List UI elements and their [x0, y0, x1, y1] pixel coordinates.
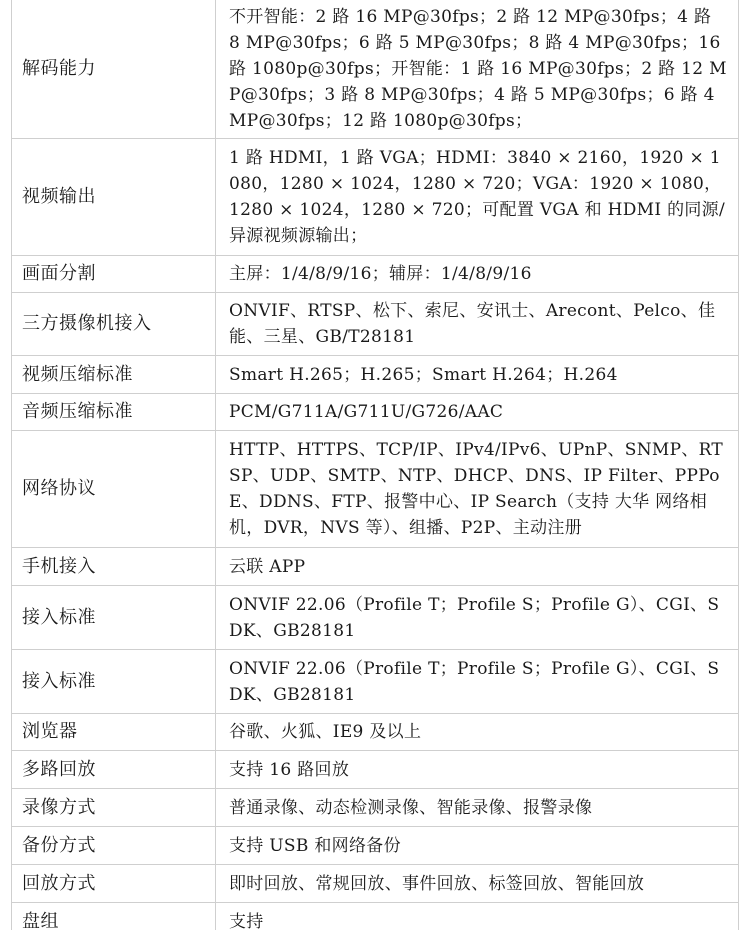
row-value: HTTP、HTTPS、TCP/IP、IPv4/IPv6、UPnP、SNMP、RTSP、UDP、SMTP、NTP、DHCP、DNS、IP Filter、PPPoE、DDNS、FTP、报警中心、IP Search（支持 大华 网络相机，DVR，NVS 等）、组播、P2P、主动注册: [216, 431, 739, 548]
row-label: 解码能力: [12, 0, 216, 139]
row-value: Smart H.265；H.265；Smart H.264；H.264: [216, 356, 739, 394]
row-label: 三方摄像机接入: [12, 293, 216, 356]
row-label: 接入标准: [12, 650, 216, 714]
row-value: 云联 APP: [216, 548, 739, 586]
row-value: 支持 USB 和网络备份: [216, 827, 739, 865]
row-value: 1 路 HDMI，1 路 VGA；HDMI：3840 × 2160，1920 × 1080，1280 × 1024，1280 × 720；VGA：1920 × 1080，1280 × 1024，1280 × 720；可配置 VGA 和 HDMI 的同源/异源视频源输出；: [216, 139, 739, 256]
row-value: ONVIF 22.06（Profile T；Profile S；Profile G）、CGI、SDK、GB28181: [216, 650, 739, 714]
row-value: 谷歌、火狐、IE9 及以上: [216, 714, 739, 751]
row-value: 不开智能：2 路 16 MP@30fps；2 路 12 MP@30fps；4 路 8 MP@30fps；6 路 5 MP@30fps；8 路 4 MP@30fps；16 路 1080p@30fps；开智能：1 路 16 MP@30fps；2 路 12 MP@30fps；3 路 8 MP@30fps；4 路 5 MP@30fps；6 路 4 MP@30fps；12 路 1080p@30fps；: [216, 0, 739, 139]
row-value: ONVIF 22.06（Profile T；Profile S；Profile G）、CGI、SDK、GB28181: [216, 586, 739, 650]
row-label: 备份方式: [12, 827, 216, 865]
row-value: 支持: [216, 903, 739, 930]
row-label: 多路回放: [12, 751, 216, 789]
table-row: [12, 714, 739, 751]
row-label: 回放方式: [12, 865, 216, 903]
row-label: 音频压缩标准: [12, 394, 216, 431]
row-label: 录像方式: [12, 789, 216, 827]
table-row: [12, 827, 739, 865]
table-row: [12, 256, 739, 293]
row-value: PCM/G711A/G711U/G726/AAC: [216, 394, 739, 431]
table-row: [12, 139, 739, 256]
row-value: 普通录像、动态检测录像、智能录像、报警录像: [216, 789, 739, 827]
table-row: [12, 865, 739, 903]
table-row: [12, 0, 739, 139]
table-row: [12, 903, 739, 930]
row-value: ONVIF、RTSP、松下、索尼、安讯士、Arecont、Pelco、佳能、三星、GB/T28181: [216, 293, 739, 356]
table-row: [12, 586, 739, 650]
row-label: 视频输出: [12, 139, 216, 256]
row-label: 手机接入: [12, 548, 216, 586]
row-label: 浏览器: [12, 714, 216, 751]
row-label: 接入标准: [12, 586, 216, 650]
row-value: 支持 16 路回放: [216, 751, 739, 789]
table-row: [12, 293, 739, 356]
spec-table: [11, 0, 739, 930]
row-value: 主屏：1/4/8/9/16；辅屏：1/4/8/9/16: [216, 256, 739, 293]
table-row: [12, 789, 739, 827]
table-row: [12, 650, 739, 714]
row-label: 视频压缩标准: [12, 356, 216, 394]
table-row: [12, 394, 739, 431]
table-row: [12, 751, 739, 789]
row-value: 即时回放、常规回放、事件回放、标签回放、智能回放: [216, 865, 739, 903]
table-row: [12, 356, 739, 394]
table-row: [12, 431, 739, 548]
row-label: 画面分割: [12, 256, 216, 293]
table-row: [12, 548, 739, 586]
row-label: 盘组: [12, 903, 216, 930]
row-label: 网络协议: [12, 431, 216, 548]
